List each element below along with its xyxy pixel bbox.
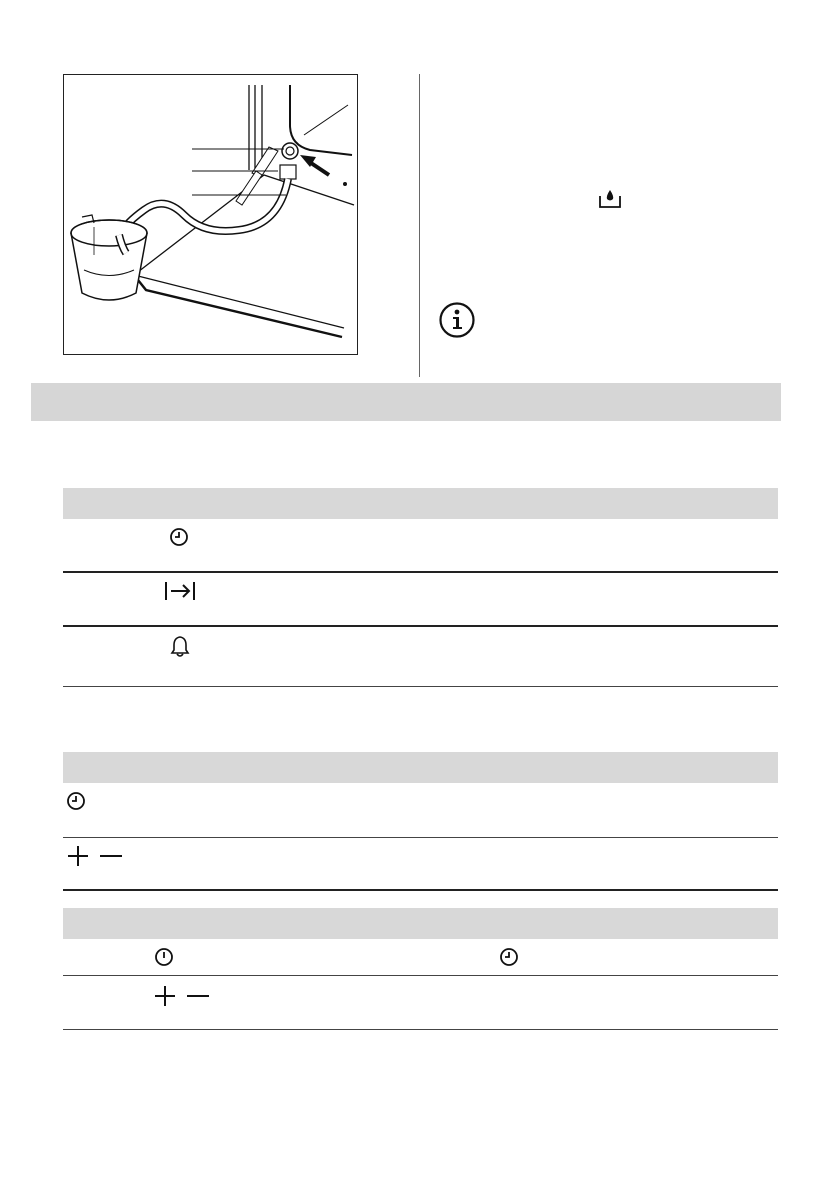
table-2-header — [63, 752, 778, 783]
column-divider — [419, 74, 420, 377]
clock-icon — [65, 790, 87, 812]
table-3-bottom-rule — [63, 1029, 778, 1030]
table-3-row-divider — [63, 975, 778, 976]
clock-icon — [498, 946, 520, 968]
table-3-header — [63, 908, 778, 939]
table-1-row-divider — [63, 625, 778, 627]
table-1-header — [63, 488, 778, 519]
info-icon — [438, 301, 476, 339]
drain-diagram — [64, 75, 358, 355]
arrow-icon — [300, 155, 347, 186]
table-1-row-divider — [63, 571, 778, 573]
table-1-bottom-rule — [63, 686, 778, 687]
bell-icon — [169, 634, 191, 658]
top-rule — [0, 0, 839, 1]
table-2-row-divider — [63, 837, 778, 838]
power-clock-icon — [153, 946, 175, 968]
plus-minus-icon — [153, 985, 211, 1007]
drain-illustration — [63, 74, 358, 355]
duration-arrow-icon — [163, 580, 197, 602]
measuring-cup — [71, 215, 147, 300]
water-drop-tray-icon — [597, 188, 623, 212]
clock-icon — [168, 526, 190, 548]
table-2-bottom-rule — [63, 889, 778, 891]
plus-minus-icon — [66, 845, 124, 867]
section-header-bar — [31, 383, 781, 421]
